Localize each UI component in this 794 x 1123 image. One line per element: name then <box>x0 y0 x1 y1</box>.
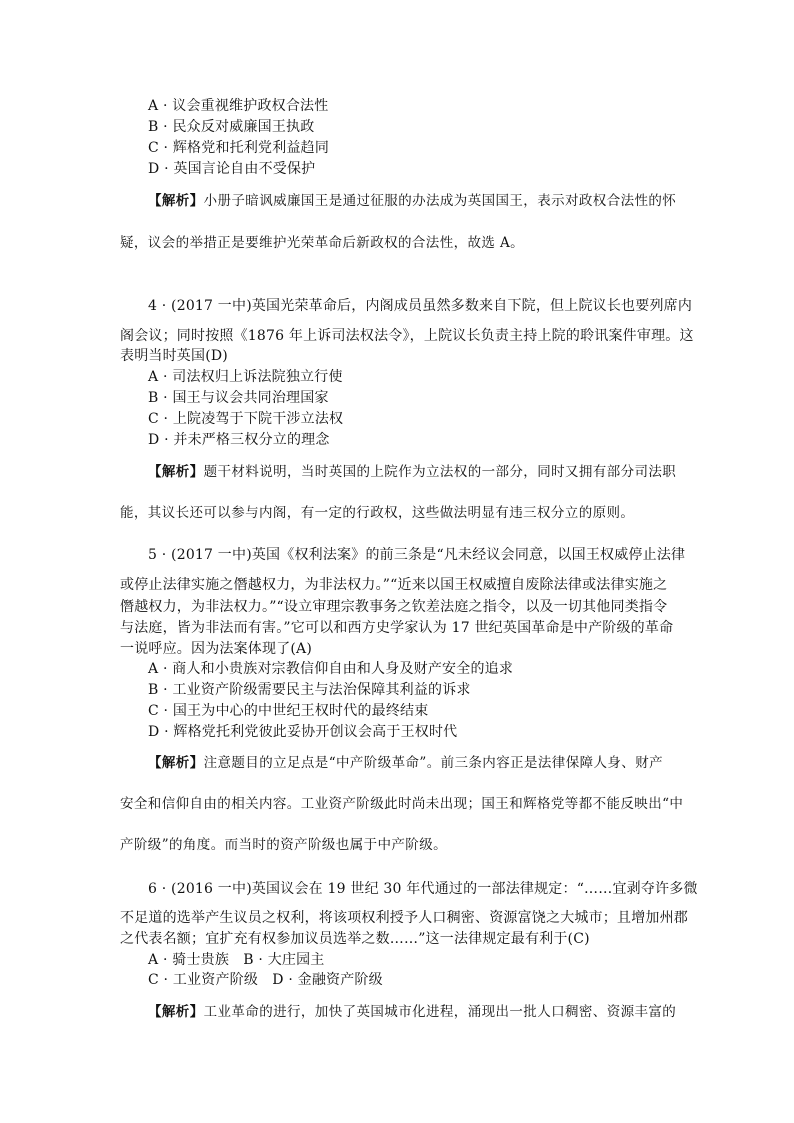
q6-analysis-line-1: 【解析】工业革命的进行，加快了英国城市化进程，涌现出一批人口稠密、资源丰富的 <box>148 1004 677 1020</box>
q4-option-a: A · 司法权归上诉法院独立行使 <box>148 369 343 385</box>
q5-stem-line-1: 5 · (2017 一中)英国《权利法案》的前三条是“凡未经议会同意，以国王权威停止法律 <box>148 547 686 563</box>
q6-option-row-2: C · 工业资产阶级 D · 金融资产阶级 <box>148 972 383 988</box>
q3-option-c: C · 辉格党和托利党利益趋同 <box>148 140 330 156</box>
q5-option-b: B · 工业资产阶级需要民主与法治保障其利益的诉求 <box>148 682 471 698</box>
q5-stem-line-5: 一说呼应。因为法案体现了(A) <box>120 641 313 657</box>
q4-stem-line-3: 表明当时英国(D) <box>120 348 228 364</box>
q3-option-a: A · 议会重视维护政权合法性 <box>148 98 329 114</box>
q3-analysis-line-1: 【解析】小册子暗讽威廉国王是通过征服的办法成为英国国王，表示对政权合法性的怀 <box>148 193 677 209</box>
q5-stem-line-3: 僭越权力，为非法权力。”“设立审理宗教事务之钦差法庭之指令，以及一切其他同类指令 <box>120 599 668 615</box>
q6-stem-line-2: 不足道的选举产生议员之权利，将该项权利授予人口稠密、资源富饶之大城市；且增加州郡 <box>120 910 688 926</box>
q4-stem-line-2: 阁会议；同时按照《1876 年上诉司法权法令》，上院议长负责主持上院的聆讯案件审理。这 <box>120 328 694 344</box>
q3-option-b: B · 民众反对威廉国王执政 <box>148 119 315 135</box>
analysis-tag: 【解析】 <box>148 755 204 771</box>
q4-stem-line-1: 4 · (2017 一中)英国光荣革命后，内阁成员虽然多数来自下院，但上院议长也要列席内 <box>148 298 693 314</box>
q5-analysis-line-3: 产阶级”的角度。而当时的资产阶级也属于中产阶级。 <box>120 837 448 853</box>
q5-analysis-line-2: 安全和信仰自由的相关内容。工业资产阶级此时尚未出现；国王和辉格党等都不能反映出“中 <box>120 796 684 812</box>
analysis-tag: 【解析】 <box>148 464 204 480</box>
q6-stem-line-3: 之代表名额；宜扩充有权参加议员选举之数……”这一法律规定最有利于(C) <box>120 931 590 947</box>
q5-stem-line-2: 或停止法律实施之僭越权力，为非法权力。”“近来以国王权威擅自废除法律或法律实施之 <box>120 577 668 593</box>
q4-option-c: C · 上院凌驾于下院干涉立法权 <box>148 411 344 427</box>
q5-option-c: C · 国王为中心的中世纪王权时代的最终结束 <box>148 703 429 719</box>
q4-option-d: D · 并未严格三权分立的理念 <box>148 432 330 448</box>
q6-option-row-1: A · 骑士贵族 B · 大庄园主 <box>148 952 325 968</box>
q5-option-d: D · 辉格党托利党彼此妥协开创议会高于王权时代 <box>148 724 458 740</box>
analysis-tag: 【解析】 <box>148 1004 204 1020</box>
analysis-tag: 【解析】 <box>148 193 204 209</box>
q4-analysis-line-2: 能，其议长还可以参与内阁，有一定的行政权，这些做法明显有违三权分立的原则。 <box>120 505 635 521</box>
q4-analysis-line-1: 【解析】题干材料说明，当时英国的上院作为立法权的一部分，同时又拥有部分司法职 <box>148 464 677 480</box>
q3-option-d: D · 英国言论自由不受保护 <box>148 161 316 177</box>
q5-stem-line-4: 与法庭，皆为非法而有害。”它可以和西方史学家认为 17 世纪英国革命是中产阶级的革命 <box>120 620 674 636</box>
q5-option-a: A · 商人和小贵族对宗教信仰自由和人身及财产安全的追求 <box>148 661 514 677</box>
q6-stem-line-1: 6 · (2016 一中)英国议会在 19 世纪 30 年代通过的一部法律规定：“……宜剥夺许多微 <box>148 881 698 897</box>
q5-analysis-line-1: 【解析】注意题目的立足点是“中产阶级革命”。前三条内容正是法律保障人身、财产 <box>148 755 664 771</box>
q3-analysis-line-2: 疑，议会的举措正是要维护光荣革命后新政权的合法性，故选 A。 <box>120 235 525 251</box>
q4-option-b: B · 国王与议会共同治理国家 <box>148 390 329 406</box>
